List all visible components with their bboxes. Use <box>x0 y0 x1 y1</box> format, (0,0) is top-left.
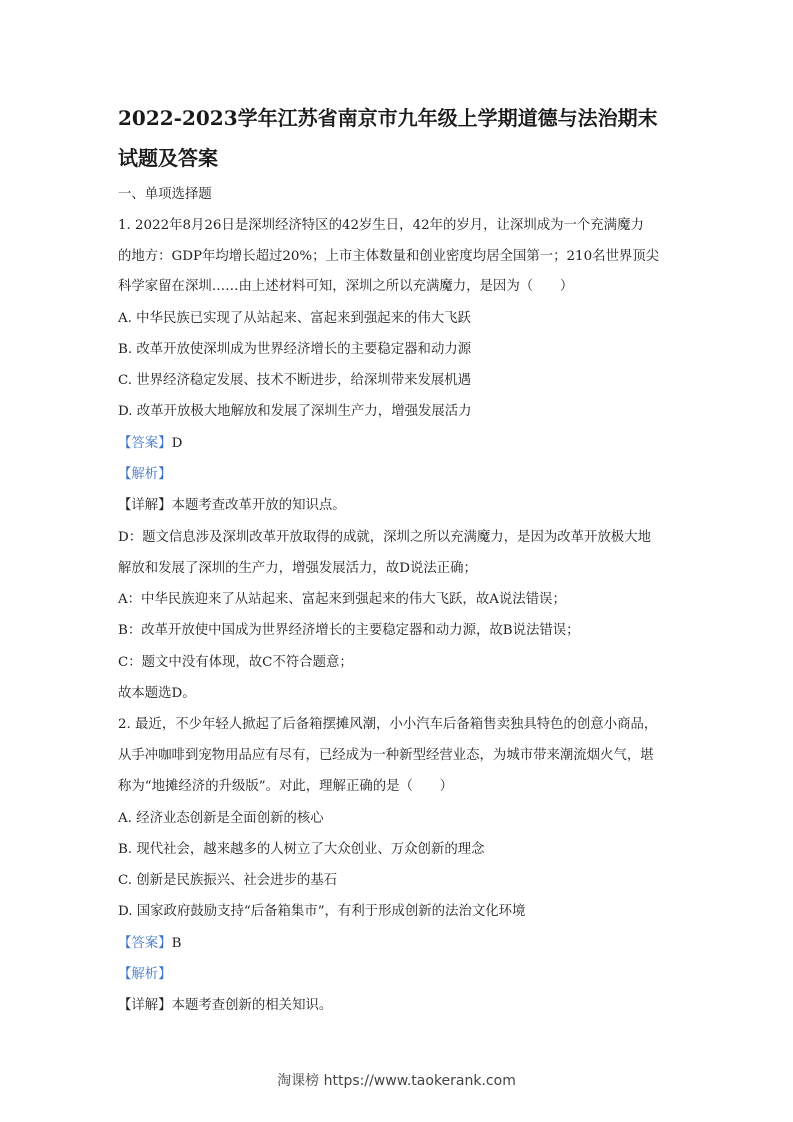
footer-source: 淘课榜 https://www.taokerank.com <box>277 1073 516 1089</box>
q1-detail <box>118 496 346 516</box>
q2-stem-line-3: 称为“地摊经济的升级版”。对此，理解正确的是（ ） <box>118 779 454 794</box>
q2-option-d: D. 国家政府鼓励支持“后备箱集市”，有利于形成创新的法治文化环境 <box>118 904 526 919</box>
q2-option-b: B. 现代社会，越来越多的人树立了大众创业、万众创新的理念 <box>118 842 485 857</box>
q1-option-a: A. 中华民族已实现了从站起来、富起来到强起来的伟大飞跃 <box>118 311 471 326</box>
q1-explanation-line-1: D：题文信息涉及深圳改革开放取得的成就，深圳之所以充满魔力，是因为改革开放极大地 <box>118 530 651 545</box>
answer-tag: 【答案】 <box>118 936 172 951</box>
q1-stem-line-1: 1. 2022年8月26日是深圳经济特区的42岁生日，42年的岁月，让深圳成为一个充满魔力 <box>118 218 644 233</box>
analysis-tag: 【解析】 <box>118 967 172 982</box>
detail-tag: 【详解】 <box>118 998 172 1013</box>
answer-tag: 【答案】 <box>118 436 172 451</box>
q1-answer <box>118 434 182 454</box>
answer-value: B <box>171 936 182 951</box>
q1-explanation-line-5: C：题文中没有体现，故C不符合题意； <box>118 655 353 670</box>
q2-stem-line-1: 2. 最近，不少年轻人掀起了后备箱摆摊风潮，小小汽车后备箱售卖独具特色的创意小商品， <box>118 717 658 732</box>
q1-explanation-line-3: A：中华民族迎来了从站起来、富起来到强起来的伟大飞跃，故A说法错误； <box>118 592 566 607</box>
q2-detail <box>118 996 332 1016</box>
detail-text: 本题考查创新的相关知识。 <box>171 998 333 1013</box>
document-title-line-2: 试题及答案 <box>118 146 218 170</box>
answer-value: D <box>171 436 183 451</box>
document-title-line-1: 2022-2023学年江苏省南京市九年级上学期道德与法治期末 <box>118 106 658 130</box>
detail-tag: 【详解】 <box>118 498 172 513</box>
q1-option-b: B. 改革开放使深圳成为世界经济增长的主要稳定器和动力源 <box>118 342 472 357</box>
q2-option-a: A. 经济业态创新是全面创新的核心 <box>118 811 324 826</box>
q1-option-d: D. 改革开放极大地解放和发展了深圳生产力，增强发展活力 <box>118 404 472 419</box>
q2-stem-line-2: 从手冲咖啡到宠物用品应有尽有，已经成为一种新型经营业态，为城市带来潮流烟火气，堪 <box>118 748 654 763</box>
q1-stem-line-2: 的地方：GDP年均增长超过20%；上市主体数量和创业密度均居全国第一；210名世界顶尖 <box>118 249 660 264</box>
q2-answer <box>118 934 181 954</box>
q1-explanation-line-6: 故本题选D。 <box>118 686 196 701</box>
q1-option-c: C. 世界经济稳定发展、技术不断进步，给深圳带来发展机遇 <box>118 373 472 388</box>
q1-stem-line-3: 科学家留在深圳……由上述材料可知，深圳之所以充满魔力，是因为（ ） <box>118 279 574 294</box>
analysis-tag: 【解析】 <box>118 467 172 482</box>
detail-text: 本题考查改革开放的知识点。 <box>171 498 346 513</box>
q1-explanation-line-4: B：改革开放使中国成为世界经济增长的主要稳定器和动力源，故B说法错误； <box>118 623 580 638</box>
q1-analysis <box>118 465 172 485</box>
q1-explanation-line-2: 解放和发展了深圳的生产力，增强发展活力，故D说法正确； <box>118 561 477 576</box>
q2-analysis <box>118 965 172 985</box>
section-heading: 一、单项选择题 <box>118 187 212 202</box>
q2-option-c: C. 创新是民族振兴、社会进步的基石 <box>118 873 338 888</box>
